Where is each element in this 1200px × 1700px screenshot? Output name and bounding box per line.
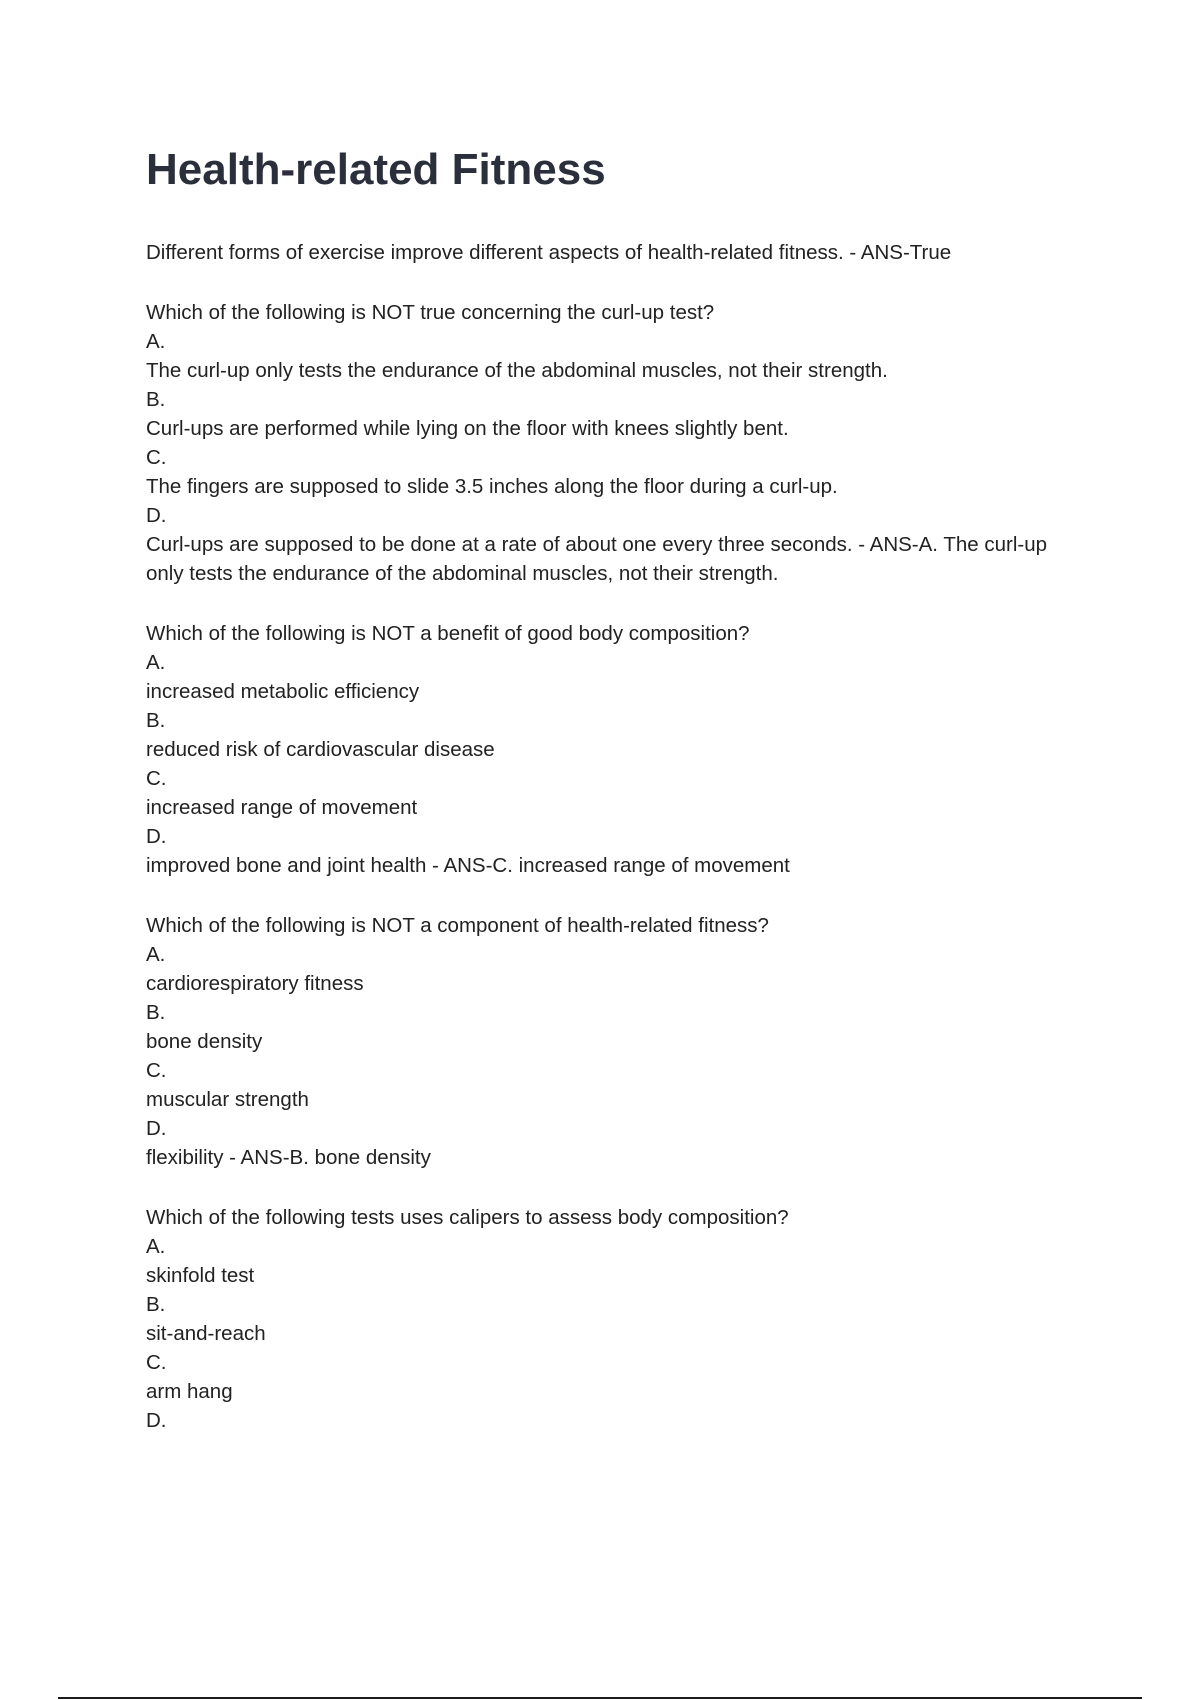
option-text-with-answer: flexibility - ANS-B. bone density — [146, 1146, 431, 1169]
question-stem: Which of the following is NOT a component of health-related fitness? — [146, 914, 769, 937]
option-letter: D. — [146, 504, 167, 527]
option-text: skinfold test — [146, 1264, 255, 1287]
question-stem: Which of the following is NOT a benefit of good body composition? — [146, 622, 750, 645]
option-text: increased metabolic efficiency — [146, 680, 420, 703]
option-text: muscular strength — [146, 1088, 309, 1111]
option-text: The curl-up only tests the endurance of the abdominal muscles, not their strength. — [146, 359, 888, 382]
question-block — [146, 619, 1076, 880]
option-text: arm hang — [146, 1380, 233, 1403]
option-text-with-answer: Curl-ups are supposed to be done at a rate of about one every three seconds. - ANS-A. The curl-up only tests the endurance of the abdominal muscles, not their strength. — [146, 533, 1048, 585]
option-letter: C. — [146, 446, 167, 469]
option-letter: C. — [146, 1059, 167, 1082]
option-text: bone density — [146, 1030, 263, 1053]
option-letter: B. — [146, 1001, 166, 1024]
question-block — [146, 298, 1076, 588]
option-text: reduced risk of cardiovascular disease — [146, 738, 495, 761]
intro-statement: Different forms of exercise improve different aspects of health-related fitness. - ANS-True — [146, 241, 952, 264]
document-page — [146, 138, 1076, 1435]
option-letter: C. — [146, 767, 167, 790]
option-letter: A. — [146, 651, 166, 674]
option-letter: C. — [146, 1351, 167, 1374]
question-block — [146, 911, 1076, 1172]
page-title: Health-related Fitness — [146, 145, 606, 194]
option-text: sit-and-reach — [146, 1322, 266, 1345]
option-letter: B. — [146, 1293, 166, 1316]
option-text: Curl-ups are performed while lying on the floor with knees slightly bent. — [146, 417, 789, 440]
option-text: increased range of movement — [146, 796, 418, 819]
page-bottom-divider — [58, 1697, 1142, 1699]
option-text: The fingers are supposed to slide 3.5 inches along the floor during a curl-up. — [146, 475, 838, 498]
option-letter: D. — [146, 1409, 167, 1432]
option-letter: A. — [146, 330, 166, 353]
question-block — [146, 1203, 1076, 1435]
option-letter: A. — [146, 943, 166, 966]
option-letter: B. — [146, 388, 166, 411]
option-letter: D. — [146, 825, 167, 848]
option-letter: D. — [146, 1117, 167, 1140]
question-stem: Which of the following tests uses calipers to assess body composition? — [146, 1206, 789, 1229]
option-text: cardiorespiratory fitness — [146, 972, 364, 995]
option-text-with-answer: improved bone and joint health - ANS-C. increased range of movement — [146, 854, 790, 877]
option-letter: A. — [146, 1235, 166, 1258]
option-letter: B. — [146, 709, 166, 732]
question-stem: Which of the following is NOT true concerning the curl-up test? — [146, 301, 715, 324]
